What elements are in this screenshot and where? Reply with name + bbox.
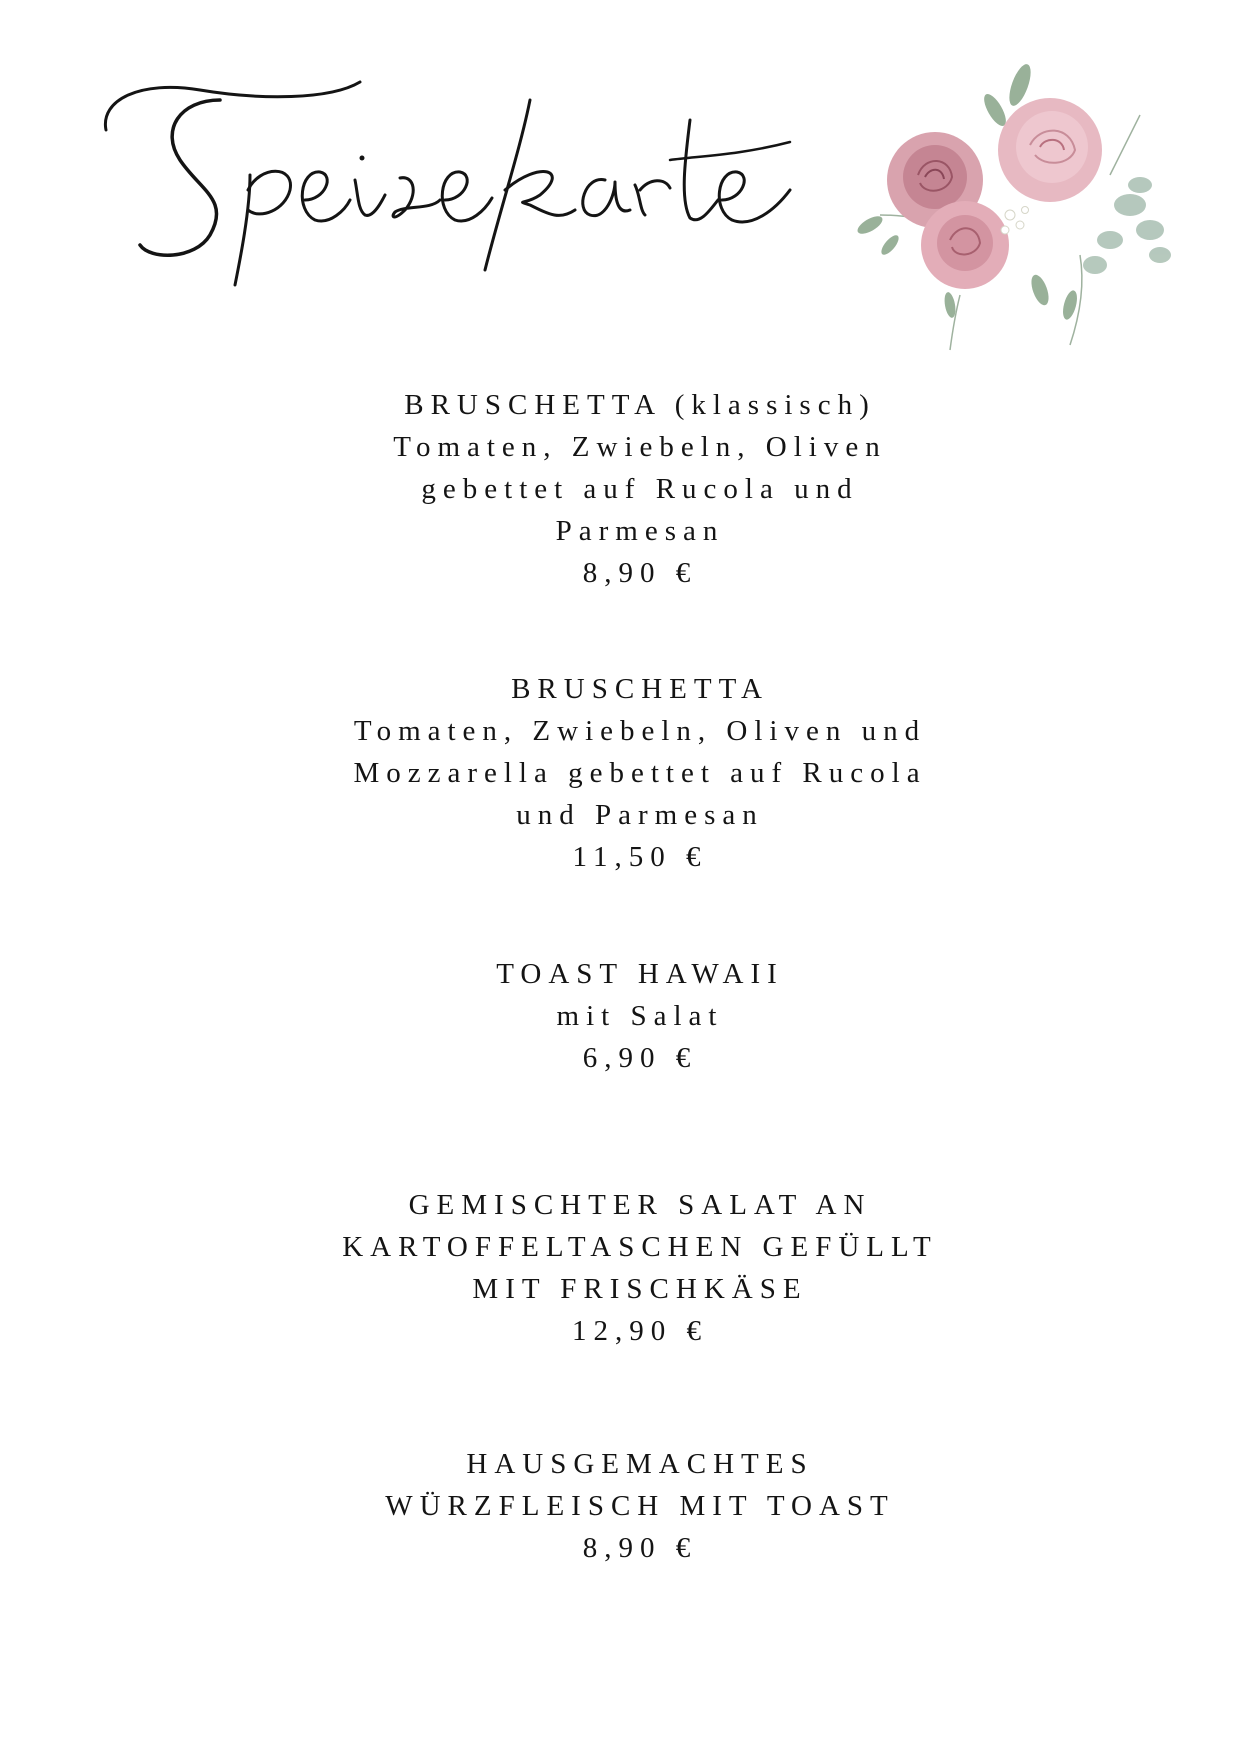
dish-description: Mozzarella gebettet auf Rucola [353, 757, 927, 789]
dish-name: HAUSGEMACHTES [466, 1448, 814, 1480]
rose-icon [840, 55, 1180, 355]
dish-name: BRUSCHETTA (klassisch) [404, 389, 876, 421]
dish-description: und Parmesan [516, 799, 764, 831]
menu-item-toast-hawaii [260, 953, 1020, 1079]
dish-price: 11,50 € [572, 841, 708, 873]
dish-price: 8,90 € [582, 557, 698, 589]
dish-description: Tomaten, Zwiebeln, Oliven [393, 431, 887, 463]
menu-item-bruschetta [260, 668, 1020, 878]
menu-item-gemischter-salat [260, 1184, 1020, 1352]
menu-item-wuerzfleisch [260, 1443, 1020, 1569]
dish-name: WÜRZFLEISCH MIT TOAST [385, 1490, 895, 1522]
page-title [100, 60, 800, 290]
dish-description: Parmesan [555, 515, 725, 547]
dish-description: Tomaten, Zwiebeln, Oliven und [353, 715, 927, 747]
dish-description: mit Salat [556, 1000, 724, 1032]
title-script-lettering [100, 60, 800, 290]
menu-item-bruschetta-klassisch [260, 384, 1020, 594]
dish-name: TOAST HAWAII [496, 958, 784, 990]
dish-name: BRUSCHETTA [511, 673, 769, 705]
dish-name: MIT FRISCHKÄSE [472, 1273, 808, 1305]
dish-price: 12,90 € [572, 1315, 708, 1347]
dish-price: 8,90 € [582, 1532, 698, 1564]
dish-price: 6,90 € [582, 1042, 698, 1074]
dish-name: KARTOFFELTASCHEN GEFÜLLT [342, 1231, 938, 1263]
floral-bouquet-illustration [840, 55, 1180, 355]
dish-description: gebettet auf Rucola und [421, 473, 859, 505]
dish-name: GEMISCHTER SALAT AN [408, 1189, 872, 1221]
